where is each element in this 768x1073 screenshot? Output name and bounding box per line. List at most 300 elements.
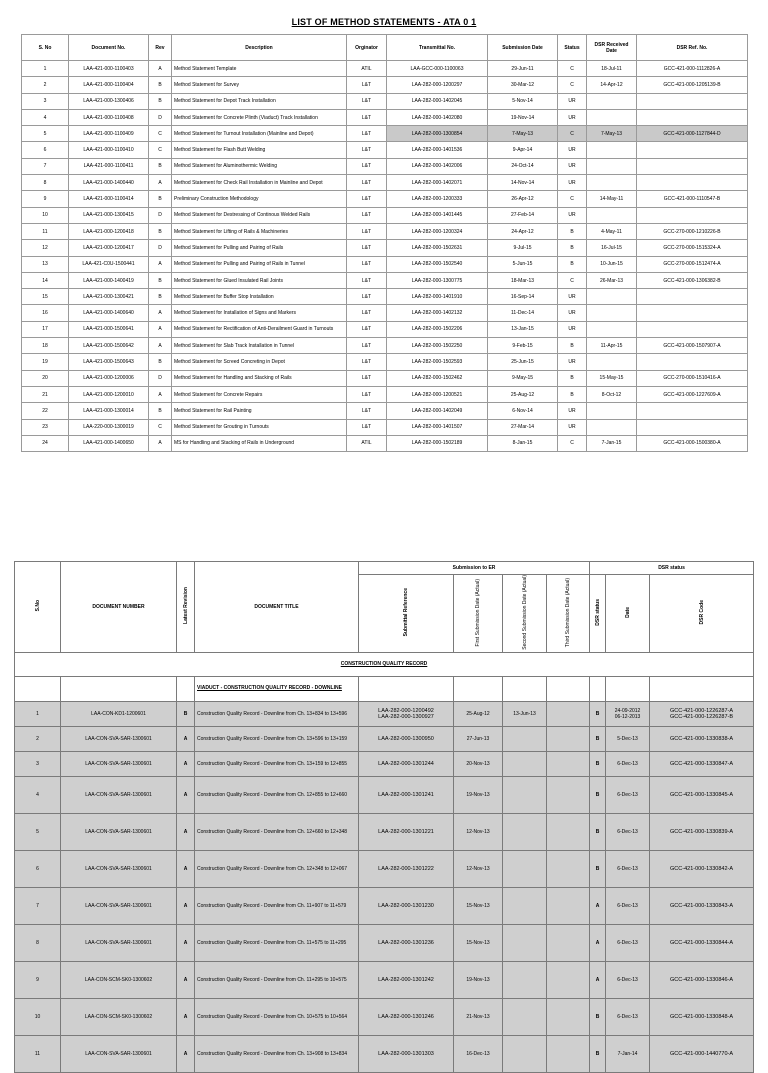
table-cell: UR [558, 321, 587, 337]
table-row [15, 813, 754, 850]
cell-rev: A [177, 1035, 195, 1072]
cell-second [503, 813, 547, 850]
cell-sno: 10 [15, 998, 61, 1035]
cell-rev: A [177, 751, 195, 776]
cell-doc: LAA-CON-SVA-SAR-1300601 [61, 751, 177, 776]
cell-status: B [590, 751, 606, 776]
table-cell: C [558, 61, 587, 77]
table-row [22, 321, 748, 337]
col-date: Date [606, 575, 650, 653]
table-cell: A [149, 338, 172, 354]
cell-first: 19-Nov-13 [454, 961, 503, 998]
table-cell: L&T [347, 240, 387, 256]
table-cell: LAA-421-000-1500641 [69, 321, 149, 337]
table-cell: Method Statement for Depot Track Installation [172, 93, 347, 109]
col-sno: S. No [22, 35, 69, 61]
table-cell: 2 [22, 77, 69, 93]
table-cell: Method Statement for Concrete Plinth (Viaduct) Track Installation [172, 109, 347, 125]
table-cell: B [149, 77, 172, 93]
table-row [22, 77, 748, 93]
table-cell: B [149, 191, 172, 207]
table-cell: Method Statement for Lifting of Rails & Machineries [172, 223, 347, 239]
table-cell: ATIL [347, 435, 387, 451]
col-status: Status [558, 35, 587, 61]
table-cell: Method Statement for Glued Insulated Rail Joints [172, 272, 347, 288]
table-cell: L&T [347, 354, 387, 370]
table-cell: LAA-282-000-1502462 [387, 370, 488, 386]
cell-code: GCC-421-000-1330846-A [650, 961, 754, 998]
cell-code: GCC-421-000-1330843-A [650, 887, 754, 924]
table-cell: 24-Apr-12 [488, 223, 558, 239]
table-cell: UR [558, 158, 587, 174]
cell-doc: LAA-CON-SVA-SAR-1300601 [61, 887, 177, 924]
table-cell: LAA-282-000-1200297 [387, 77, 488, 93]
table-cell: L&T [347, 223, 387, 239]
table-cell: UR [558, 419, 587, 435]
table-cell: Method Statement for Flash Butt Welding [172, 142, 347, 158]
cell-code: GCC-421-000-1440770-A [650, 1035, 754, 1072]
table-cell: L&T [347, 207, 387, 223]
cell-first: 16-Dec-13 [454, 1035, 503, 1072]
table-row [22, 142, 748, 158]
table-header-row [22, 35, 748, 61]
cell-date: 7-Jan-14 [606, 1035, 650, 1072]
table-cell [637, 289, 748, 305]
cell-code: GCC-421-000-1330844-A [650, 924, 754, 961]
table-cell [587, 354, 637, 370]
table-cell: 9-Apr-14 [488, 142, 558, 158]
cell-rev: A [177, 813, 195, 850]
table-cell: LAA-421-000-1300014 [69, 403, 149, 419]
cell-rev: B [177, 701, 195, 726]
table-cell: L&T [347, 142, 387, 158]
table-cell: Method Statement for Installation of Signs and Markers [172, 305, 347, 321]
cell-title: Construction Quality Record - Downline from Ch. 12+855 to 12+660 [195, 776, 359, 813]
col-dsr-status: DSR status [590, 575, 606, 653]
cell-date: 5-Dec-13 [606, 726, 650, 751]
table-cell: L&T [347, 305, 387, 321]
table-cell: B [149, 158, 172, 174]
table-cell: 15 [22, 289, 69, 305]
table-row [22, 419, 748, 435]
table-cell: B [558, 386, 587, 402]
cell-first: 25-Aug-12 [454, 701, 503, 726]
cell-rev: A [177, 924, 195, 961]
table-cell: 7 [22, 158, 69, 174]
table-cell: A [149, 435, 172, 451]
table-cell: A [149, 305, 172, 321]
table-cell: Method Statement for Concrete Repairs [172, 386, 347, 402]
table-cell: LAA-220-000-1300019 [69, 419, 149, 435]
table-cell: 10-Jun-15 [587, 256, 637, 272]
cell-rev: A [177, 887, 195, 924]
table-cell: UR [558, 289, 587, 305]
table-cell: LAA-282-000-1300854 [387, 126, 488, 142]
table-row [15, 701, 754, 726]
cell-code: GCC-421-000-1330839-A [650, 813, 754, 850]
table-cell: GCC-421-000-1112826-A [637, 61, 748, 77]
table-cell: Method Statement for Buffer Stop Installation [172, 289, 347, 305]
table-cell: UR [558, 109, 587, 125]
cell-date: 6-Dec-13 [606, 813, 650, 850]
table-cell: LAA-421-000-1400419 [69, 272, 149, 288]
cell-doc: LAA-CON-SCM-SK0-1300602 [61, 961, 177, 998]
table-cell: L&T [347, 191, 387, 207]
table-row [22, 61, 748, 77]
cell-ref: LAA-282-000-1301236 [359, 924, 454, 961]
table-cell: 29-Jun-11 [488, 61, 558, 77]
cell-third [547, 998, 590, 1035]
table-cell: LAA-421-000-1100410 [69, 142, 149, 158]
col-originator: Orginator [347, 35, 387, 61]
table-cell: 14 [22, 272, 69, 288]
table-cell [587, 207, 637, 223]
table-cell [587, 93, 637, 109]
table-cell: LAA-421-000-1100414 [69, 191, 149, 207]
section-row [15, 652, 754, 676]
cell-doc: LAA-CON-KD1-1200601 [61, 701, 177, 726]
cell-doc: LAA-CON-SVA-SAR-1300601 [61, 924, 177, 961]
col-document-number: DOCUMENT NUMBER [61, 562, 177, 653]
table-cell: C [149, 126, 172, 142]
table-row [15, 1035, 754, 1072]
cell-title: Construction Quality Record - Downline from Ch. 11+295 to 10+575 [195, 961, 359, 998]
cell-sno: 3 [15, 751, 61, 776]
cell-title: Construction Quality Record - Downline from Ch. 12+348 to 12+067 [195, 850, 359, 887]
table-cell: 23 [22, 419, 69, 435]
table-cell: LAA-282-000-1502250 [387, 338, 488, 354]
table-row [15, 776, 754, 813]
table-cell [637, 175, 748, 191]
cell-code: GCC-421-000-1330845-A [650, 776, 754, 813]
table-cell: 26-Mar-13 [587, 272, 637, 288]
table-row [22, 109, 748, 125]
table-cell: LAA-282-000-1200521 [387, 386, 488, 402]
table-cell: 8-Jan-15 [488, 435, 558, 451]
cell-ref: LAA-282-000-1301222 [359, 850, 454, 887]
subsection-row [15, 676, 754, 701]
table-cell: 20 [22, 370, 69, 386]
table-cell: B [558, 338, 587, 354]
table-cell [637, 321, 748, 337]
table-cell: L&T [347, 272, 387, 288]
table-cell: LAA-282-000-1401910 [387, 289, 488, 305]
table-cell: A [149, 61, 172, 77]
col-third-submission: Third Submission Date (Actual) [547, 575, 590, 653]
table-cell: 21 [22, 386, 69, 402]
table-cell: LAA-282-000-1502631 [387, 240, 488, 256]
col-rev: Rev [149, 35, 172, 61]
table-cell [637, 305, 748, 321]
cell-doc: LAA-CON-SVA-SAR-1300601 [61, 776, 177, 813]
table-row [15, 726, 754, 751]
table-cell: GCC-270-000-1515324-A [637, 240, 748, 256]
table-cell: D [149, 109, 172, 125]
col-document-no: Document No. [69, 35, 149, 61]
table-cell: LAA-421-000-1400650 [69, 435, 149, 451]
cell-rev: A [177, 998, 195, 1035]
table-cell: 7-May-13 [587, 126, 637, 142]
table-row [22, 305, 748, 321]
table-cell: 1 [22, 61, 69, 77]
table-cell: UR [558, 93, 587, 109]
cell-sno: 2 [15, 726, 61, 751]
cell-title: Construction Quality Record - Downline from Ch. 13+159 to 12+855 [195, 751, 359, 776]
table-cell: LAA-421-000-1200417 [69, 240, 149, 256]
table-cell: C [149, 142, 172, 158]
table-cell: 19-Nov-14 [488, 109, 558, 125]
table-row [22, 386, 748, 402]
table-cell: Method Statement Template [172, 61, 347, 77]
table-row [22, 272, 748, 288]
table-cell: LAA-282-000-1200333 [387, 191, 488, 207]
table-cell: LAA-421-000-1500643 [69, 354, 149, 370]
table-cell: LAA-421-000-1200418 [69, 223, 149, 239]
table-cell: 24-Oct-14 [488, 158, 558, 174]
cell-second [503, 726, 547, 751]
cell-first: 19-Nov-13 [454, 776, 503, 813]
cell-sno: 11 [15, 1035, 61, 1072]
table-cell: Method Statement for Screed Concreting in Depot [172, 354, 347, 370]
table-cell: LAA-282-000-1502189 [387, 435, 488, 451]
table-cell: ATIL [347, 61, 387, 77]
cell-status: B [590, 776, 606, 813]
cell-ref: LAA-282-000-1301303 [359, 1035, 454, 1072]
table-cell: GCC-270-000-1210226-B [637, 223, 748, 239]
table-cell: L&T [347, 77, 387, 93]
table-cell: 25-Aug-12 [488, 386, 558, 402]
table-row [22, 191, 748, 207]
table-row [22, 354, 748, 370]
table-cell: 19 [22, 354, 69, 370]
col-dsr-code: DSR Code [650, 575, 754, 653]
table-cell: B [558, 370, 587, 386]
group-dsr-status: DSR status [590, 562, 754, 575]
cell-date: 6-Dec-13 [606, 887, 650, 924]
cell-sno: 1 [15, 701, 61, 726]
table-cell: 18-Mar-13 [488, 272, 558, 288]
table-cell: GCC-421-000-1110547-B [637, 191, 748, 207]
table-cell: 9-May-15 [488, 370, 558, 386]
cell-date: 6-Dec-13 [606, 850, 650, 887]
table-cell: LAA-282-000-1502540 [387, 256, 488, 272]
table-cell: LAA-282-000-1502593 [387, 354, 488, 370]
table-cell [587, 419, 637, 435]
cell-second [503, 776, 547, 813]
cell-second [503, 998, 547, 1035]
table-cell: 9-Feb-15 [488, 338, 558, 354]
cell-third [547, 751, 590, 776]
table-cell: C [558, 126, 587, 142]
table-cell: 4 [22, 109, 69, 125]
table-cell [587, 158, 637, 174]
table-cell: LAA-421-000-1300406 [69, 93, 149, 109]
cell-rev: A [177, 726, 195, 751]
table-cell: 22 [22, 403, 69, 419]
col-second-submission: Second Submission Date (Actual) [503, 575, 547, 653]
table-row [22, 207, 748, 223]
table-cell: Method Statement for Pulling and Pairing of Rails [172, 240, 347, 256]
table-cell [637, 207, 748, 223]
cell-second [503, 924, 547, 961]
table-cell: LAA-282-000-1502206 [387, 321, 488, 337]
cell-date: 6-Dec-13 [606, 751, 650, 776]
cell-code: GCC-421-000-1330842-A [650, 850, 754, 887]
table-row [22, 93, 748, 109]
col-submittal-reference: Submittal Reference [359, 575, 454, 653]
table-cell: 16-Sep-14 [488, 289, 558, 305]
cell-third [547, 701, 590, 726]
table-cell: UR [558, 354, 587, 370]
table-cell: L&T [347, 126, 387, 142]
cell-title: Construction Quality Record - Downline from Ch. 12+660 to 12+348 [195, 813, 359, 850]
cell-third [547, 813, 590, 850]
table-cell: 11-Apr-15 [587, 338, 637, 354]
table-cell: 14-Nov-14 [488, 175, 558, 191]
cell-ref: LAA-282-000-1301244 [359, 751, 454, 776]
table-cell: GCC-270-000-1510416-A [637, 370, 748, 386]
table-cell: Method Statement for Turnout Installation (Mainline and Depot) [172, 126, 347, 142]
table-cell: 13-Jan-15 [488, 321, 558, 337]
table-cell: 8-Oct-12 [587, 386, 637, 402]
cell-second [503, 961, 547, 998]
cell-first: 12-Nov-13 [454, 850, 503, 887]
table-cell: 16 [22, 305, 69, 321]
table-cell: 5-Nov-14 [488, 93, 558, 109]
table-row [15, 751, 754, 776]
cell-sno: 7 [15, 887, 61, 924]
table-cell: L&T [347, 175, 387, 191]
table-cell [637, 354, 748, 370]
table-cell: B [558, 256, 587, 272]
table-cell: B [149, 93, 172, 109]
table-cell: GCC-421-000-1205139-B [637, 77, 748, 93]
table-cell: LAA-421-000-1100403 [69, 61, 149, 77]
table-cell: LAA-282-000-1300775 [387, 272, 488, 288]
table-cell: LAA-282-000-1401507 [387, 419, 488, 435]
table-cell: Method Statement for Aluminothermic Welding [172, 158, 347, 174]
table-row [22, 158, 748, 174]
cell-third [547, 924, 590, 961]
table-cell [587, 142, 637, 158]
cell-doc: LAA-CON-SVA-SAR-1300601 [61, 850, 177, 887]
table-cell: GCC-421-000-1227609-A [637, 386, 748, 402]
col-first-submission: First Submission Date (Actual) [454, 575, 503, 653]
table-cell: B [558, 240, 587, 256]
subsection-title: VIADUCT - CONSTRUCTION QUALITY RECORD - DOWNLINE [195, 676, 359, 701]
table-cell: D [149, 207, 172, 223]
cell-first: 15-Nov-13 [454, 924, 503, 961]
table-cell: 14-May-11 [587, 191, 637, 207]
table-row [15, 850, 754, 887]
table-cell: L&T [347, 158, 387, 174]
table-cell: UR [558, 175, 587, 191]
section-title: CONSTRUCTION QUALITY RECORD [15, 652, 754, 676]
table-cell: 4-May-11 [587, 223, 637, 239]
cell-ref: LAA-282-000-1300950 [359, 726, 454, 751]
cell-sno: 8 [15, 924, 61, 961]
cell-doc: LAA-CON-SVA-SAR-1300601 [61, 726, 177, 751]
table-cell: LAA-282-000-1402071 [387, 175, 488, 191]
table-cell: 5 [22, 126, 69, 142]
cell-third [547, 887, 590, 924]
cell-date: 24-09-2012 06-12-2013 [606, 701, 650, 726]
table-cell: L&T [347, 338, 387, 354]
table-cell: 16-Jul-15 [587, 240, 637, 256]
table-cell: LAA-421-000-1300415 [69, 207, 149, 223]
table-cell: 27-Mar-14 [488, 419, 558, 435]
table-cell: B [558, 223, 587, 239]
table-cell: LAA-282-000-1402045 [387, 93, 488, 109]
cell-sno: 9 [15, 961, 61, 998]
table-cell: LAA-282-000-1200324 [387, 223, 488, 239]
table-cell: GCC-421-000-1127844-D [637, 126, 748, 142]
cell-status: A [590, 924, 606, 961]
table-cell: 8 [22, 175, 69, 191]
table-cell: UR [558, 207, 587, 223]
table-cell: LAA-421-000-1100409 [69, 126, 149, 142]
table-cell: 7-May-13 [488, 126, 558, 142]
cell-status: B [590, 701, 606, 726]
cell-third [547, 850, 590, 887]
cell-status: B [590, 1035, 606, 1072]
cell-ref: LAA-282-000-1301241 [359, 776, 454, 813]
table-cell [587, 403, 637, 419]
table-cell: 15-May-15 [587, 370, 637, 386]
cell-doc: LAA-CON-SVA-SAR-1300601 [61, 1035, 177, 1072]
table-cell: 11 [22, 223, 69, 239]
table-cell: 18 [22, 338, 69, 354]
quality-record-table [14, 561, 754, 1073]
table-cell: Method Statement for Pulling and Pairing of Rails in Tunnel [172, 256, 347, 272]
table-cell: 3 [22, 93, 69, 109]
table-cell: L&T [347, 403, 387, 419]
cell-third [547, 1035, 590, 1072]
cell-title: Construction Quality Record - Downline from Ch. 13+834 to 13+596 [195, 701, 359, 726]
table-cell: 7-Jan-15 [587, 435, 637, 451]
table-cell: D [149, 370, 172, 386]
table-row [22, 370, 748, 386]
table-cell: 12 [22, 240, 69, 256]
table-cell: 9-Jul-15 [488, 240, 558, 256]
table-cell: 18-Jul-11 [587, 61, 637, 77]
table-cell: LAA-421-000-1100408 [69, 109, 149, 125]
table-cell: 26-Apr-12 [488, 191, 558, 207]
table-cell: LAA-282-000-1402049 [387, 403, 488, 419]
table-row [22, 435, 748, 451]
table-cell: LAA-421-000-1100411 [69, 158, 149, 174]
table-cell: B [149, 223, 172, 239]
cell-title: Construction Quality Record - Downline from Ch. 11+575 to 11+295 [195, 924, 359, 961]
table-cell: LAA-421-C0U-1500441 [69, 256, 149, 272]
table-cell: LAA-421-000-1400640 [69, 305, 149, 321]
cell-code: GCC-421-000-1330848-A [650, 998, 754, 1035]
table-row [22, 240, 748, 256]
table-cell: 5-Jun-15 [488, 256, 558, 272]
table-cell: 24 [22, 435, 69, 451]
table-row [15, 887, 754, 924]
cell-status: B [590, 726, 606, 751]
table-cell: Method Statement for Slab Track Installation in Tunnel [172, 338, 347, 354]
table-cell: UR [558, 142, 587, 158]
cell-status: A [590, 887, 606, 924]
table-cell: LAA-421-000-1500642 [69, 338, 149, 354]
table-cell: MS for Handling and Stacking of Rails in Underground [172, 435, 347, 451]
cell-sno: 4 [15, 776, 61, 813]
table-cell: GCC-421-000-1306382-B [637, 272, 748, 288]
cell-date: 6-Dec-13 [606, 776, 650, 813]
table-row [22, 289, 748, 305]
